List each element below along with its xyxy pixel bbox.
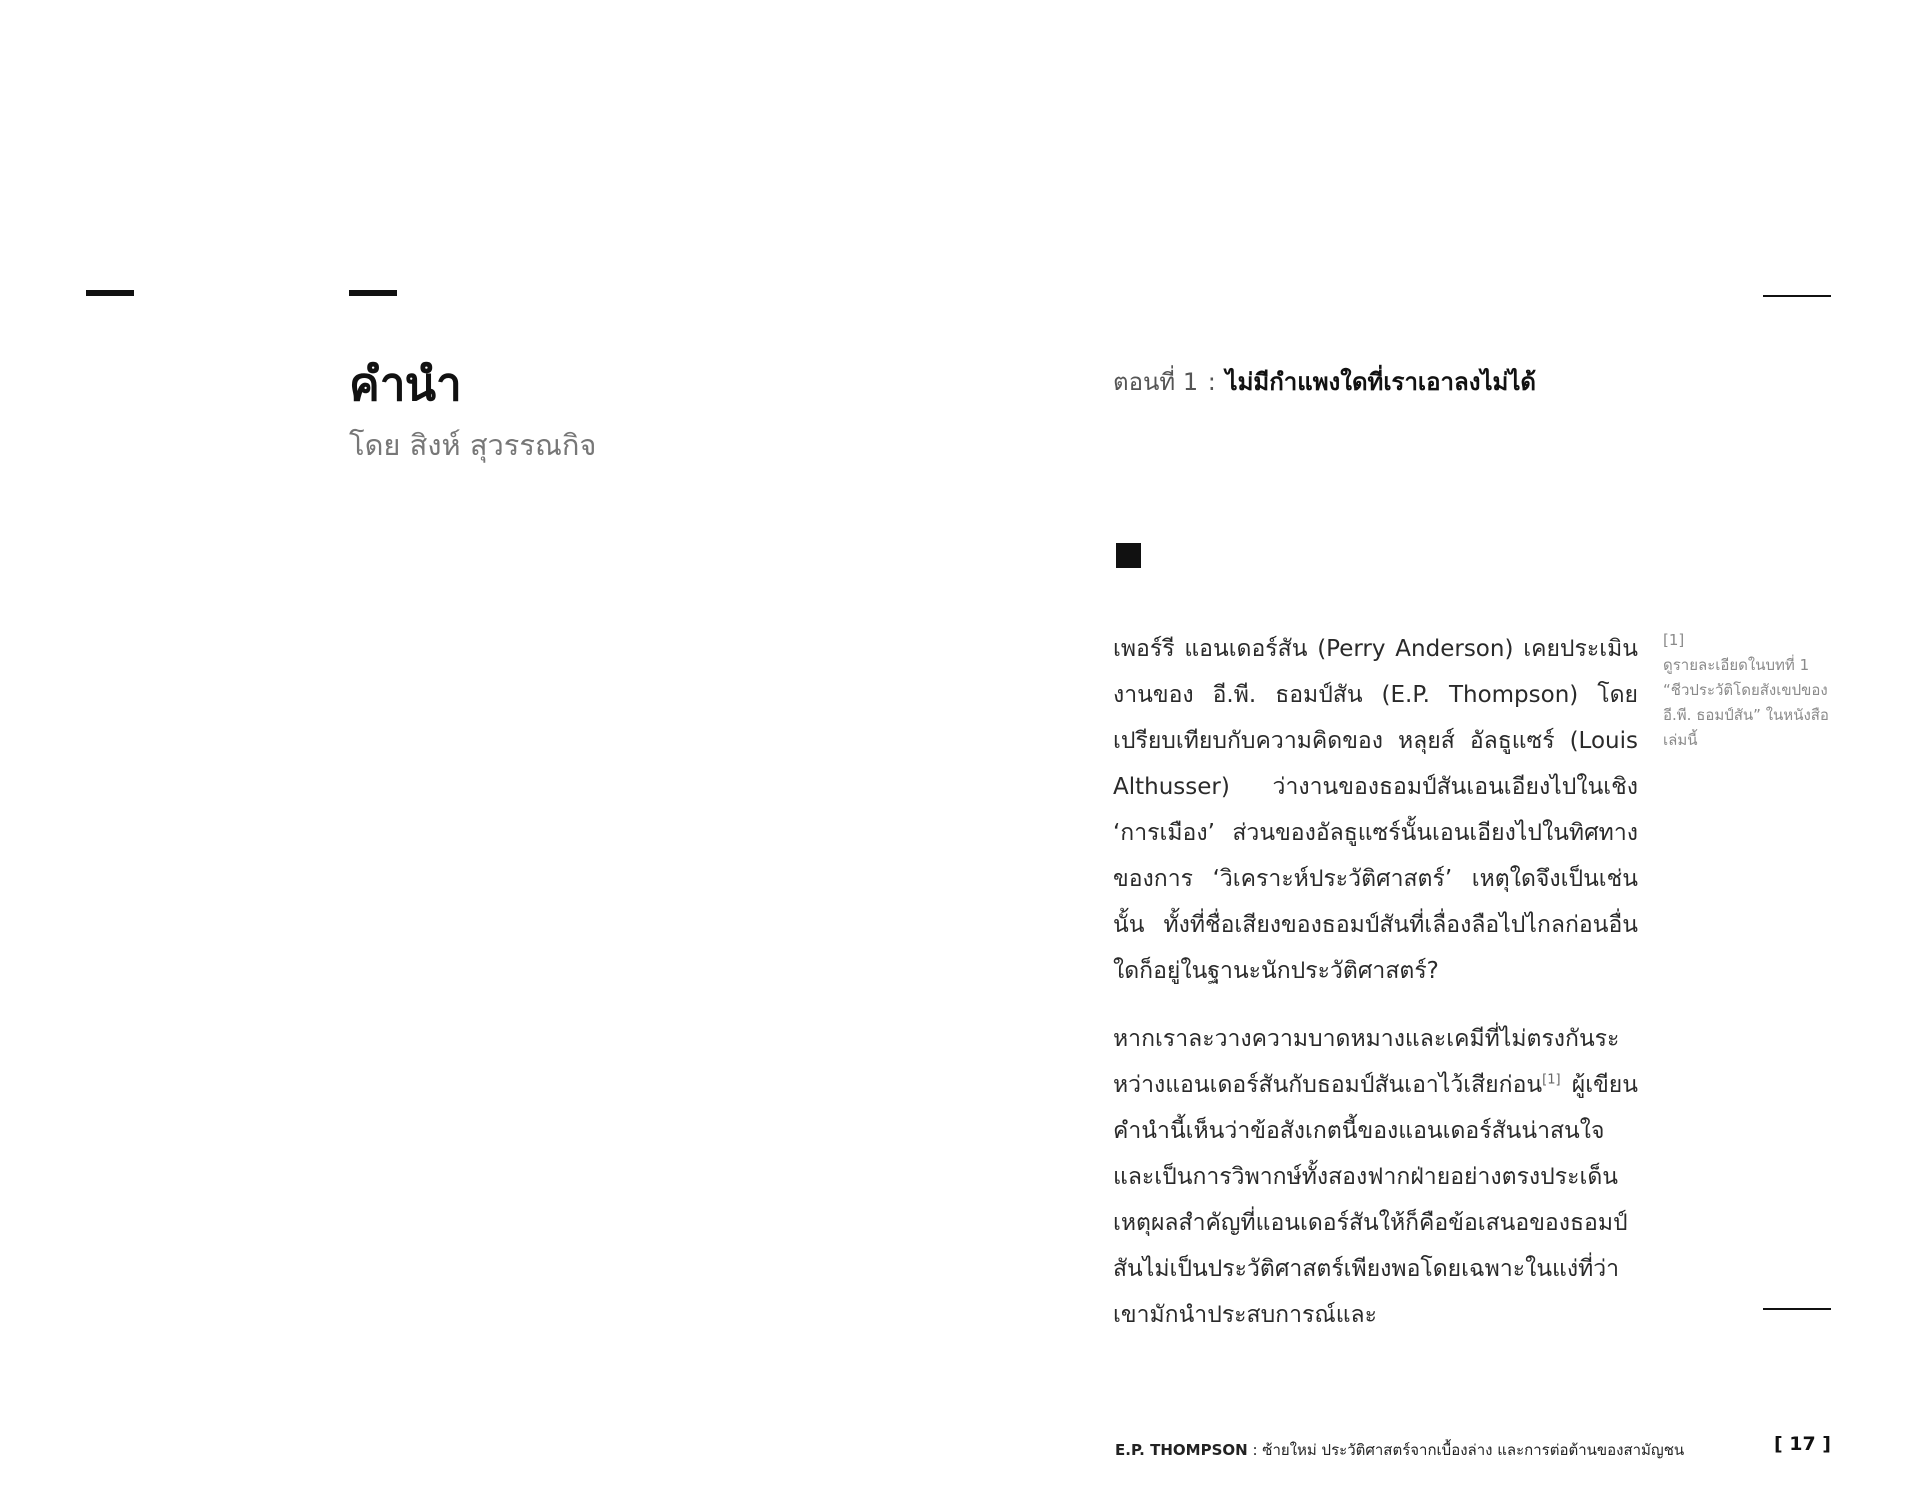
decorative-rule-right-top: [1763, 295, 1831, 297]
paragraph-2: [1113, 1016, 1638, 1338]
footer-subtitle: ซ้ายใหม่ ประวัติศาสตร์จากเบื้องล่าง และการต่อต้านของสามัญชน: [1262, 1441, 1685, 1459]
footnote-reference[interactable]: [1]: [1542, 1072, 1561, 1088]
decorative-rule-above-title: [349, 290, 397, 296]
chapter-separator: :: [1207, 368, 1216, 396]
paragraph-2-text-a: หากเราละวางความบาดหมางและเคมีที่ไม่ตรงกันระหว่างแอนเดอร์สันกับธอมป์สันเอาไว้เสียก่อน: [1113, 1026, 1620, 1098]
chapter-title: ไม่มีกำแพงใดที่เราเอาลงไม่ได้: [1225, 368, 1536, 396]
body-text: [1113, 626, 1638, 1360]
paragraph-1: เพอร์รี แอนเดอร์สัน (Perry Anderson) เคยประเมินงานของ อี.พี. ธอมป์สัน (E.P. Thompson) โดยเปรียบเทียบกับความคิดของ หลุยส์ อัลธูแซร์ (Louis Althusser) ว่างานของธอมป์สันเอนเอียงไปในเชิง ‘การเมือง’ ส่วนของอัลธูแซร์นั้นเอนเอียงไปในทิศทางของการ ‘วิเคราะห์ประวัติศาสตร์’ เหตุใดจึงเป็นเช่นนั้น ทั้งที่ชื่อเสียงของธอมป์สันที่เลื่องลือไปไกลก่อนอื่นใดก็อยู่ในฐานะนักประวัติศาสตร์?: [1113, 636, 1638, 984]
sidenote: [1663, 628, 1835, 753]
sidenote-number: [1]: [1663, 631, 1685, 649]
decorative-rule-right-bottom: [1763, 1308, 1831, 1310]
section-marker-square: [1116, 543, 1141, 568]
page-title: คำนำ: [349, 357, 461, 411]
chapter-heading: [1113, 362, 1536, 401]
author-byline: โดย สิงห์ สุวรรณกิจ: [349, 428, 597, 462]
footer-book-title: E.P. THOMPSON: [1115, 1441, 1248, 1459]
sidenote-text: ดูรายละเอียดในบทที่ 1 “ชีวประวัติโดยสังเขปของ อี.พี. ธอมป์สัน” ในหนังสือเล่มนี้: [1663, 656, 1829, 749]
running-footer: [1115, 1438, 1684, 1462]
footer-separator: :: [1252, 1441, 1258, 1459]
decorative-rule-left-margin: [86, 290, 134, 296]
page-number: [ 17 ]: [1773, 1433, 1831, 1455]
paragraph-2-text-b: ผู้เขียนคำนำนี้เห็นว่าข้อสังเกตนี้ของแอนเดอร์สันน่าสนใจ และเป็นการวิพากษ์ทั้งสองฟากฝ่ายอย่างตรงประเด็น เหตุผลสำคัญที่แอนเดอร์สันให้ก็คือข้อเสนอของธอมป์สันไม่เป็นประวัติศาสตร์เพียงพอโดยเฉพาะในแง่ที่ว่าเขามักนำประสบการณ์และ: [1113, 1072, 1638, 1328]
chapter-label: ตอนที่ 1: [1113, 368, 1199, 396]
